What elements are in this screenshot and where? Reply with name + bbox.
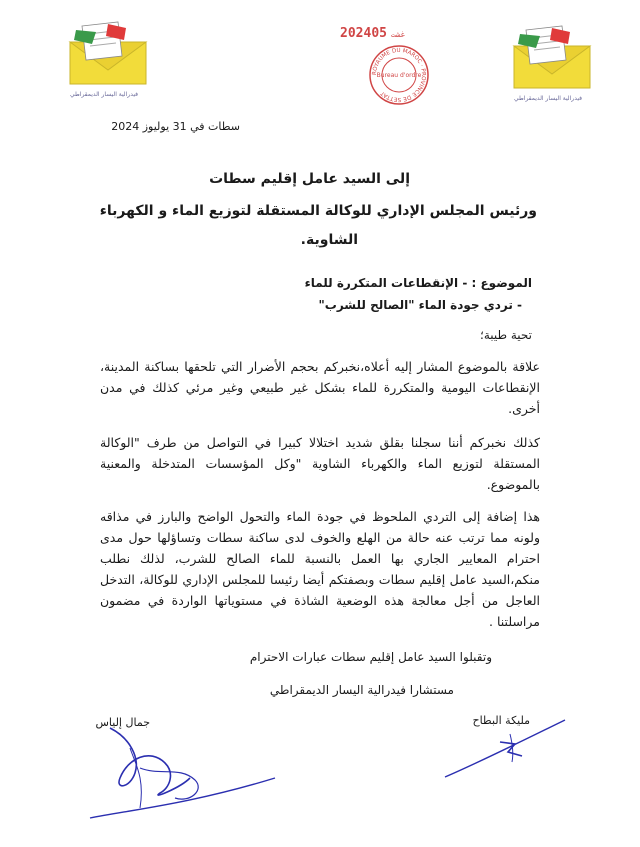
recipient-line-3: الشاوية.: [300, 232, 358, 248]
paragraph-1: علاقة بالموضوع المشار إليه أعلاه،نخبركم بحجم الأضرار التي تلحقها بساكنة المدينة، الإنقطاعات اليومية والمتكررة للماء بشكل غير طبيعي وغير مرئي كذلك في مدن أخرى.: [100, 359, 540, 416]
signers-title: مستشارا فيدرالية اليسار الديمقراطي: [269, 683, 454, 697]
stamp-year: 2024: [340, 26, 372, 41]
greeting: تحية طيبة؛: [480, 328, 532, 342]
subject-line-1: الموضوع : - الإنقطاعات المتكررة للماء: [304, 276, 532, 290]
party-logo-left: [68, 20, 148, 90]
reception-stamp: [368, 44, 430, 106]
logo-caption-right: فيدرالية اليسار الديمقراطي: [514, 95, 583, 102]
subject-line-2: - تردي جودة الماء "الصالح للشرب": [318, 298, 522, 312]
closing-line: وتقبلوا السيد عامل إقليم سطات عبارات الاحترام: [249, 650, 492, 664]
stamp-day: 05: [371, 26, 387, 41]
party-logo-right: [512, 24, 592, 94]
recipient-line-2: ورئيس المجلس الإداري للوكالة المستقلة لتوزيع الماء و الكهرباء: [99, 203, 537, 219]
stamp-month: غشت: [390, 30, 406, 39]
signer-name-right: مليكة البطاح: [472, 714, 530, 727]
place-date: سطات في 31 يوليوز 2024: [111, 120, 240, 133]
paragraph-3: هذا إضافة إلى التردي الملحوظ في جودة الماء والتحول الواضح والبارز في مذاقه ولونه مما ترتب عنه حالة من الهلع والخوف لدى ساكنة سطات وتساؤلها حول مدى احترام المعايير الجاري بها العمل بالنسبة للماء الصالح للشرب، لذلك نطلب منكم،السيد عامل إقليم سطات وبصفتكم أيضا رئيسا للمجلس الإداري للوكالة، التدخل العاجل من أجل معالجة هذه الوضعية الشاذة في مستوياتها الواردة في مضمون مراسلتنا .: [100, 509, 540, 629]
signature-left: [70, 718, 280, 828]
stamp-date: [340, 26, 409, 41]
paragraph-2: كذلك نخبركم أننا سجلنا بقلق شديد اختلالا كبيرا في التواصل من طرف "الوكالة المستقلة لتوزيع الماء والكهرباء الشاوية "وكل المؤسسات المتدخلة والمعنية بالموضوع.: [100, 435, 540, 492]
stamp-center-text: Bureau d'ordre: [376, 72, 422, 79]
logo-caption-left: فيدرالية اليسار الديمقراطي: [70, 91, 139, 98]
recipient-line-1: إلى السيد عامل إقليم سطات: [209, 171, 410, 187]
signature-right: [440, 712, 570, 782]
stamp-ring-text: ROYAUME DU MAROC · PROVINCE DE SETTAT: [371, 47, 427, 103]
signer-name-left: جمال إلياس: [95, 716, 150, 729]
